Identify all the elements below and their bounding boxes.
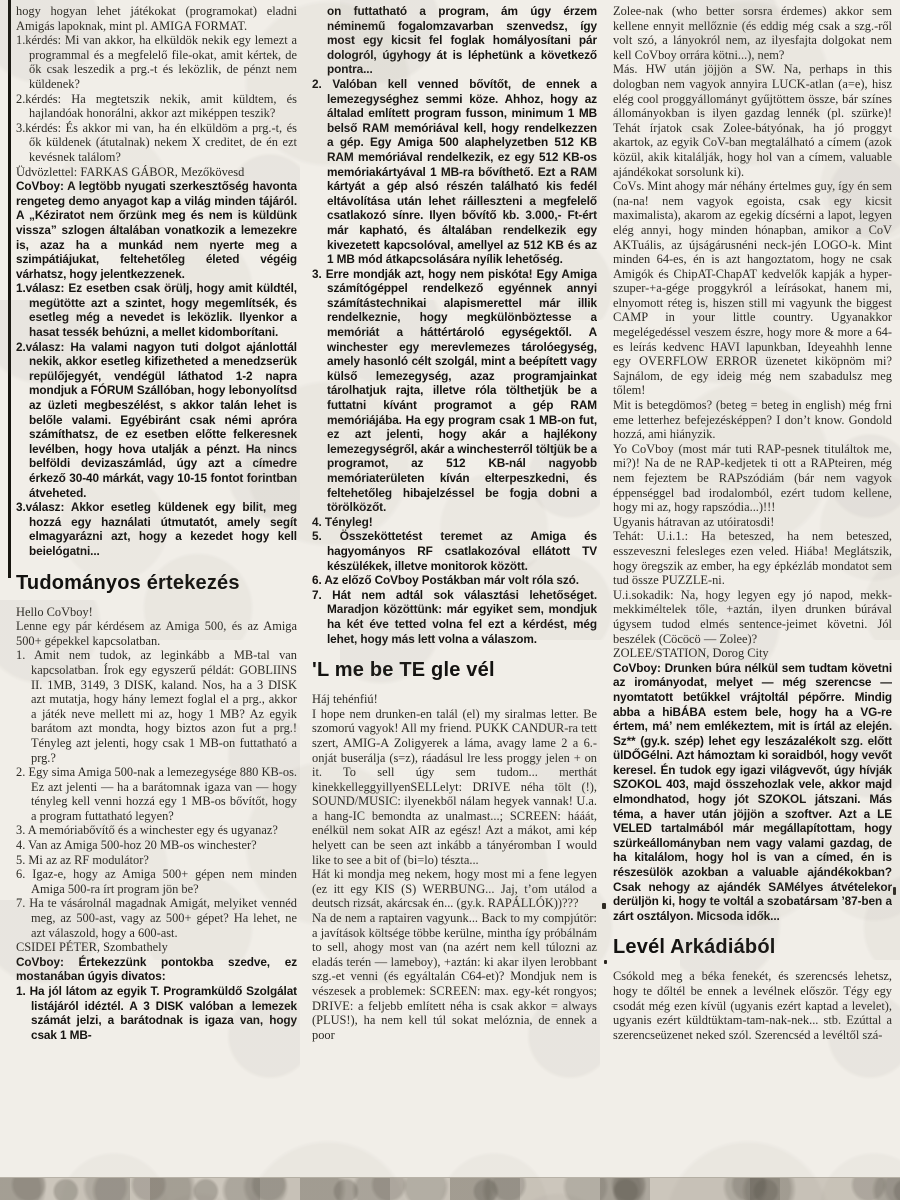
reader-letter-paragraph: Hát ki mondja meg nekem, hogy most mi a fene legyen (ez itt egy KIS (S) WERBUNG... Jaj, t’om utálod a deutsch rizsát, akárcsak én... (gy.k. RAPÁLLÓK))??? [312, 867, 597, 911]
covboy-answer-item: 3. Erre mondják azt, hogy nem piskóta! Egy Amiga számítógéppel rendelkező egyénnek annyi számítástechnikai alapismerettel már illik rendelkeznie, hogy megkülönböztesse a memóriát a háttértároló egységektől. A winchester egy merevlemezes tárolóegység, amely hasonló célt szolgál, mint a beépített vagy külső lemezegység, azaz programjainkat tárolhatjuk rajta, illetve róla tölthetjük be a futtatni kívánt programot a gép RAM memóriájába. Ha egy program csak 1 MB-on fut, ez azt jelenti, hogy akár a hajlékony lemezegységről, akár a winchesterről töltjük be a programot, az 512 KB-nál nagyobb memóriaterületen kíván elterpeszkedni, és feltehetőleg hibajelzéssel be fogja dobni a törölközőt. [312, 266, 597, 515]
reader-letter-question: 2.kérdés: Ha megtetszik nekik, amit küldtem, és hajlandóak honorálni, akkor azt miképpen teszik? [16, 91, 297, 121]
covboy-answer-item: on futtatható a program, ám úgy érzem néminemű fogalomzavarban szenvedsz, így most egy kicsit fel foglak homályosítani pár dologról, úgyhogy át is léphetünk a következő pontra... [327, 4, 597, 77]
covboy-answer-item: 1. Ha jól látom az egyik T. Programküldő Szolgálat listájáról idéztél. A 3 DISK valóban a lemezek számát jelzi, a barátodnak is igaza van, hogy csak 1 MB- [16, 984, 297, 1042]
covboy-answer-item: 6. Az előző CoVboy Postákban már volt róla szó. [312, 573, 579, 588]
ink-dot [602, 903, 606, 909]
ink-dot [604, 960, 607, 964]
reader-letter-question: 6. Igaz-e, hogy az Amiga 500+ gépen nem minden Amiga 500-ra írt program jön be? [16, 867, 297, 896]
reader-letter-paragraph: hogy hogyan lehet játékokat (programokat) eladni Amigás lapoknak, mint pl. AMIGA FORMAT. [16, 4, 297, 33]
reader-letter-paragraph: I hope nem drunken-en talál (el) my siralmas letter. Be szomorú vagyok! All my friend. PUKK CANDUR-ra tett szert, AMIG-A Zoligyerek a láma, avagy lame 2 a 6.-onját buserálja (s=z), ráadásul lre less proggy jelen + on it. To sell úgy sem tudom... merthát kinekkelleggyillyenSELLelyt: DRIVE néha tölt (!), SOUND/MUSIC: ilyenekből nálam hegyek vannak! U.a. a hang-IC bemondta az unalmast...; SCREEN: hááát, enélkül nem sokat AIR az egész! Azt a mákot, ami kép helyett can be seen azt inkább a tányéromban I would like to see a bit of (bi=lo) tészta... [312, 706, 597, 867]
reader-letter-question: 5. Mi az az RF modulátor? [16, 852, 149, 867]
scan-border-line [8, 0, 11, 578]
reader-letter-paragraph: CoVs. Mint ahogy már néhány értelmes guy, így én sem (na-na! nem vagyok egoista, csak egy kicsit maximalista), akarom az egekig dícsérni a lapot, legyen elég annyi, hogy minden hónapban, amikor a CoV AKTuális, az újságárusnéni neck-jén LOGO-k. Mint minden 64-es, én is azt hangoztatom, hogy ne csak Amigók és ChipAT-ChapAT kedvelők kapják a hyper-szuper-+a-gége proggykról a leírásokat, hanem mi, elnyomott réteg is, hiszen still mi vagyunk the biggest CAMP in your little country. Ugyanakkor megelégedéssel veszem észre, hogy more & more a 64-es leírás kedvenc HAVI lapunkban, Ideyeahhh lenne egy OVERFLOW ERROR üzenetet kiköpnöm mi? Sajnálom, de egy ideig még nem szabadulsz meg tőlem! [613, 179, 892, 398]
ink-dot [893, 887, 896, 895]
reader-letter-paragraph: Na de nem a raptairen vagyunk... Back to my compjútör: a javítások költsége többe kerülne, mintha így próbálnám to sell, ahogy most van (na azért nem kell túlozni az eladás terén — lameboy), +aztán: ki akar ilyen lerobbant szg.-et venni (és egyáltalán C64-et)? Mondjuk nem is vészesek a problemek: SCREEN: max. egy-két rongyos; DRIVE: a feljebb említett néha is csak akkor = always (PLUS!), ha nem kell túl sokat melóznia, de ennek a poor [312, 911, 597, 1042]
column-3 [613, 4, 892, 1176]
reader-letter-paragraph: Hello CoVboy! [16, 604, 93, 619]
section-heading: 'L me be TE gle vél [312, 659, 495, 682]
reader-letter-paragraph: Yo CoVboy (most már tuti RAP-pesnek tituláltok me, mi?)! Na de ne RAP-kedjetek ti ott a RAPteiren, még nem fejeztem be RAPszódiám (bár nem vagyok éppenséggel bad irodalomból, ezért tudom kellene, hogy mi az, hogy rapszódia...)!!! [613, 441, 892, 515]
reader-letter-paragraph: Ugyanis hátravan az utóiratosdi! [613, 514, 775, 529]
letter-signature: Üdvözlettel: FARKAS GÁBOR, Mezőkövesd [16, 164, 245, 179]
column-1 [16, 4, 297, 1176]
covboy-answer-paragraph: CoVboy: Értekezzünk pontokba szedve, ez mostanában úgyis divatos: [16, 954, 297, 984]
reader-letter-paragraph: Tehát: U.i.1.: Ha beteszed, ha nem beteszed, esszeveszni felesleges ezen veled. Hiába! Meglátszik, hogy öregszik az ember, ha egy épkézláb mondatot sem tud össze PUZZLE-ni. [613, 529, 892, 588]
reader-letter-paragraph: Mit is betegdömos? (beteg = beteg in english) még frni eme letterhez befejezésképpen? I don’t know. Gondold hozzá, ami hiányzik. [613, 398, 892, 442]
covboy-answer-item: 1.válasz: Ez esetben csak örülj, hogy amit küldtél, megütötte azt a szintet, hogy megemlítsék, és esetleg még a nevedet is leközlik. Ilyenkor a hasat tessék behúzni, a mellet kidomborítani. [16, 281, 297, 340]
covboy-answer-item: 3.válasz: Akkor esetleg küldenek egy bilit, meg hozzá egy haználati útmutatót, amely segít elmagyarázni azt, hogy a kezedet hogy kell beielógatni... [16, 500, 297, 558]
covboy-answer-paragraph: CoVboy: A legtöbb nyugati szerkesztőség havonta rengeteg demo anyagot kap a világ minden tájáról. A „Kéziratot nem őrzünk meg és nem is küldünk vissza” szlogen általában vonatkozik a lemezekre is, azaz ha a munkád nem nyerte meg a szimpátiájukat, feltehetőleg életed végéig várhatsz, hogy jelentkezzenek. [16, 179, 297, 281]
reader-letter-paragraph: Zolee-nak (who better sorsra érdemes) akkor sem kellene ennyit mellőznie (és eddig még csak a szg.-ről volt szó, a lányokról nem, az ilyesfajta dolgokat nem kell CoVboy orrára kötni...), nem? [613, 4, 892, 62]
reader-letter-question: 3. A memóriabővítő és a winchester egy és ugyanaz? [16, 823, 278, 838]
bottom-scan-edge [0, 1177, 900, 1200]
covboy-answer-item: 5. Összeköttetést teremet az Amiga és hagyományos RF csatlakozóval ellátott TV készülékek, illetve monitorok között. [312, 529, 597, 573]
reader-letter-question: 2. Egy sima Amiga 500-nak a lemezegysége 880 KB-os. Ez azt jelenti — ha a barátomnak igaza van — hogy tényleg kell venni hozzá egy 1 MB-os bővítőt, hogy a program futtatható legyen? [16, 765, 297, 823]
reader-letter-paragraph: U.i.sokadik: Na, hogy legyen egy jó napod, mekk-mekkiméltelek tőle, +aztán, ilyen drunken búrával úgysem tudod elmés sentence-jeimet követni. Jól beszélek (Cöcöcö — Zolee)? [613, 587, 892, 646]
reader-letter-question: 1.kérdés: Mi van akkor, ha elküldök nekik egy lemezt a programmal és a megfelelő file-okat, amit kértek, de ők csak leszedik a prg.-t és leközlik, de pénzt nem küldenek? [16, 33, 297, 91]
covboy-answer-item: 4. Tényleg! [312, 514, 373, 529]
reader-letter-question: 7. Ha te vásárolnál magadnak Amigát, melyiket vennéd meg, az 500-ast, vagy az 500+ gépet? Ha lehet, ne azt válaszold, hogy a 600-ast. [16, 896, 297, 940]
covboy-answer-item: 2. Valóban kell venned bővítőt, de ennek a lemezegységhez semmi köze. Ahhoz, hogy az általad említett program fusson, minimum 1 MB belső RAM memóriával kell, hogy rendelkezzen a gép. Egy Amiga 500 alaphelyzetben 512 KB RAM memóriával rendelkezik, ez egy 512 KB-os memóriakártyával 1 MB-ra bővíthető. Ezt a RAM kártyát a gép alsó részén található kis fedél eltávolítása után lehet ráilleszteni a megfelelő csatlakozó sínre. Ilyen bővítő kb. 3.000,- Ft-ért már kapható, és általában rendelkezik egy kivezetett kapcsolóval, amellyel az 512 KB és az 1 MB mód átkapcsolására nyílik lehetőség. [312, 76, 597, 267]
reader-letter-paragraph: Más. HW után jöjjön a SW. Na, perhaps in this dologban nem vagyok annyira LUCK-atlan (a=e), hisz elég cool proggyállományt gyűjtöttem össze, bár színes állományokban is ilyen gazdag lennék (pl. szürke)! Tehát írjatok csak Zolee-bátyónak, ha jó proggyt akartok, az egyik CoV-ban megtalálható a címem (azok közül, akik kitalálják, hogy hol van a címem, valuable ajándékokat sorsolunk ki). [613, 62, 892, 179]
reader-letter-question: 3.kérdés: És akkor mi van, ha én elküldöm a prg.-t, és ők küldenek (átutalnak) nekem X creditet, de én ezt kevésnek találom? [16, 120, 297, 164]
reader-letter-paragraph: Háj tehénfiú! [312, 692, 378, 707]
letter-signature: CSIDEI PÉTER, Szombathely [16, 940, 168, 955]
column-2 [312, 4, 597, 1176]
reader-letter-paragraph: Csókold meg a béka fenekét, és szerencsés lehetsz, hogy te dőltél be ennek a levélnek először. Tégy egy csodát még ezen kívül (ugyanis ezért kaptad a levelet), ugyanis ezért küldtüktam-tam-nak-nek... stb. Ezúttal a szerencseüzenet neked szól. Szerencséd a levéltől szá- [613, 969, 892, 1042]
reader-letter-question: 4. Van az Amiga 500-hoz 20 MB-os winchester? [16, 838, 257, 853]
covboy-answer-item: 7. Hát nem adtál sok választási lehetőséget. Maradjon közöttünk: már egyiket sem, mondjuk ha két éve tetted volna fel ezt a kérdést, még lehet, hogy más lett volna a válaszom. [312, 587, 597, 646]
section-heading: Levél Arkádiából [613, 936, 776, 959]
covboy-answer-paragraph: CoVboy: Drunken búra nélkül sem tudtam követni az irományodat, melyet — még szerencse — nyomtatott betűkkel vrájtoltál pépőrre. Mindig abba a hiBÁBA estem bele, hogy ha a VG-re értem, má’ nem emlékeztem, mit is írtál az elején. Sz** (gy.k. szép) lehet egy leszázalékolt szg. előtt ülDŐGélni. Azt hámoztam ki soraidból, hogy vevőt keresel. Én tudok egy igazi világvevőt, úgy hívják SZOKOL 403, majd összehozlak vele, akkor majd elmondhatod, hogy jót SZOKOL játszani. Más téma, a haver után jöjjön a szoftver. Azt a LE VELED tartalmából már megállapítottam, hogy szürkeállományban nem vagy valami gazdag, de ha kitalálom, hogy hol is van a címed, én is részesülök azokban a valuable ajándékokban? Csak nehogy az ajándék SAMélyes átvételekor derüljön ki, hogy te voltál a szobatársam ’87-ben a zárt osztályon. Micsoda idők... [613, 660, 892, 923]
covboy-answer-item: 2.válasz: Ha valami nagyon tuti dolgot ajánlottál nekik, akkor esetleg kifizetheted a menedzserük repülőjegyét, vendégül láthatod 1-2 napra mondjuk a FÓRUM Szállóban, hogy lebonyolítsd az üzleti megbeszélést, s akkor talán lehet is belőle valami. Egyébiránt csak némi apróra számíthatsz, de ez esetben előtte felkeresnek levélben, hogy hova utalják a pénzt. Ha nincs belföldi devizaszámlád, úgy azt a címedre érkező 30-40 márkát, vagy 10-15 fontot forintban átveheted. [16, 339, 297, 500]
section-heading: Tudományos értekezés [16, 571, 240, 594]
letter-signature: ZOLEE/STATION, Dorog City [613, 646, 769, 661]
reader-letter-question: 1. Amit nem tudok, az leginkább a MB-tal van kapcsolatban. Írok egy egyszerű példát: GOBLIINS II. 1MB, 3149, 3 DISK, kaland. Nos, ha a 3 DISK azt mutatja, hogy hány lemezt foglal el a prg., akkor a játék neve mellett mi az, hogy 1 MB? Az egyik barátom azt mondta, hogy biztos azon fut a prg.! Tényleg azt jelenti, hogy csak 1 MB-on futtatható a prg.? [16, 648, 297, 765]
reader-letter-paragraph: Lenne egy pár kérdésem az Amiga 500, és az Amiga 500+ gépekkel kapcsolatban. [16, 619, 297, 648]
